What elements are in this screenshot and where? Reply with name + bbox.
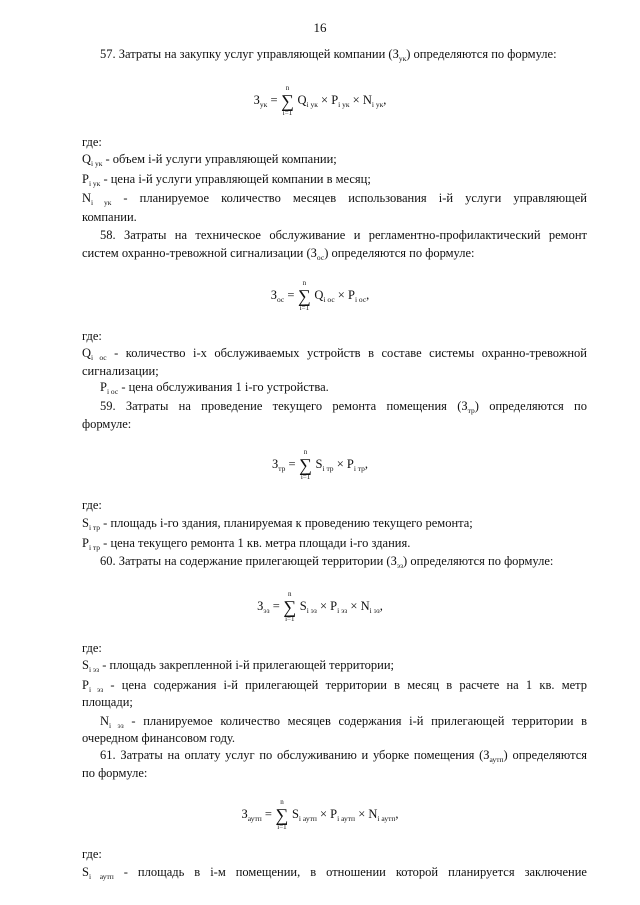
- section-59-heading-cont: формуле:: [82, 417, 132, 431]
- formula-57: $З_{ук}$ = n ∑ i=1 $Q_{i ук} \times P_{i ук} \times N_{i ук}$,: [253, 84, 387, 117]
- formula-59: $З_{тр}$ = n ∑ i=1 $S_{i тр} \times P_{i тр}$,: [271, 448, 369, 481]
- where-label-58: где:: [82, 329, 102, 343]
- def-57-1: $Q_{i ук}$ - объем i-й услуги управляющей компании;: [82, 152, 337, 168]
- def-57-2: $P_{i ук}$ - цена i-й услуги управляющей компании в месяц;: [82, 172, 371, 188]
- def-59-2: $P_{i тр}$ - цена текущего ремонта 1 кв. метра площади i-го здания.: [82, 536, 411, 552]
- section-61-heading: 61. Затраты на оплату услуг по обслуживанию и уборке помещения $(З_{аутп})$ определяются: [100, 748, 587, 764]
- sum-symbol: n ∑ i=1: [275, 798, 289, 831]
- section-61-heading-cont: по формуле:: [82, 766, 148, 780]
- def-60-1: $S_{i эз}$ - площадь закрепленной i-й прилегающей территории;: [82, 658, 395, 674]
- def-57-3: $N_{i ук}$ - планируемое количество месяцев использования i-й услуги управляющей: [82, 191, 588, 207]
- formula-61: $З_{аутп}$ = n ∑ i=1 $S_{i аутп} \times P_{i аутп} \times N_{i аутп}$,: [241, 798, 399, 831]
- section-60-heading: 60. Затраты на содержание прилегающей территории $(З_{эз})$ определяются по формуле:: [100, 554, 554, 570]
- where-label-57: где:: [82, 135, 102, 149]
- where-label-60: где:: [82, 641, 102, 655]
- section-58-heading-cont: систем охранно-тревожной сигнализации $(З_{ос})$ определяются по формуле:: [82, 246, 475, 262]
- def-59-1: $S_{i тр}$ - площадь i-го здания, планируемая к проведению текущего ремонта;: [82, 516, 473, 532]
- sum-symbol: n ∑ i=1: [283, 590, 297, 623]
- def-60-2: $P_{i эз}$ - цена содержания i-й прилегающей территории в месяц в расчете на 1 кв. метр: [82, 678, 588, 694]
- def-60-3: $N_{i эз}$ - планируемое количество месяцев содержания i-й прилегающей территории в: [100, 714, 588, 730]
- where-label-59: где:: [82, 498, 102, 512]
- def-58-2: $P_{i ос}$ - цена обслуживания 1 i-го устройства.: [100, 380, 329, 396]
- page-number: 16: [313, 20, 327, 35]
- section-59-heading: 59. Затраты на проведение текущего ремонта помещения $(З_{тр})$ определяются по: [100, 399, 587, 415]
- formula-60: $З_{эз}$ = n ∑ i=1 $S_{i эз} \times P_{i эз} \times N_{i эз}$,: [257, 590, 383, 623]
- formula-58: $З_{ос}$ = n ∑ i=1 $Q_{i ос} \times P_{i ос}$,: [270, 279, 370, 312]
- def-60-3-cont: очередном финансовом году.: [82, 731, 236, 745]
- section-57-heading: 57. Затраты на закупку услуг управляющей компании $(З_{ук})$ определяются по формуле:: [100, 47, 557, 63]
- def-58-1: $Q_{i ос}$ - количество i-х обслуживаемых устройств в составе системы охранно-тревожной: [82, 346, 587, 362]
- sum-symbol: n ∑ i=1: [281, 84, 294, 117]
- def-60-2-cont: площади;: [82, 695, 133, 709]
- sum-symbol: n ∑ i=1: [299, 448, 312, 481]
- sum-symbol: n ∑ i=1: [297, 279, 311, 312]
- def-57-3-cont: компании.: [82, 210, 137, 224]
- def-61-1: $S_{i аутп}$ - площадь в i-м помещении, в отношении которой планируется заключение: [82, 865, 587, 881]
- def-58-1-cont: сигнализации;: [82, 364, 159, 378]
- where-label-61: где:: [82, 847, 102, 861]
- section-58-heading: 58. Затраты на техническое обслуживание и регламентно-профилактический ремонт: [100, 228, 587, 242]
